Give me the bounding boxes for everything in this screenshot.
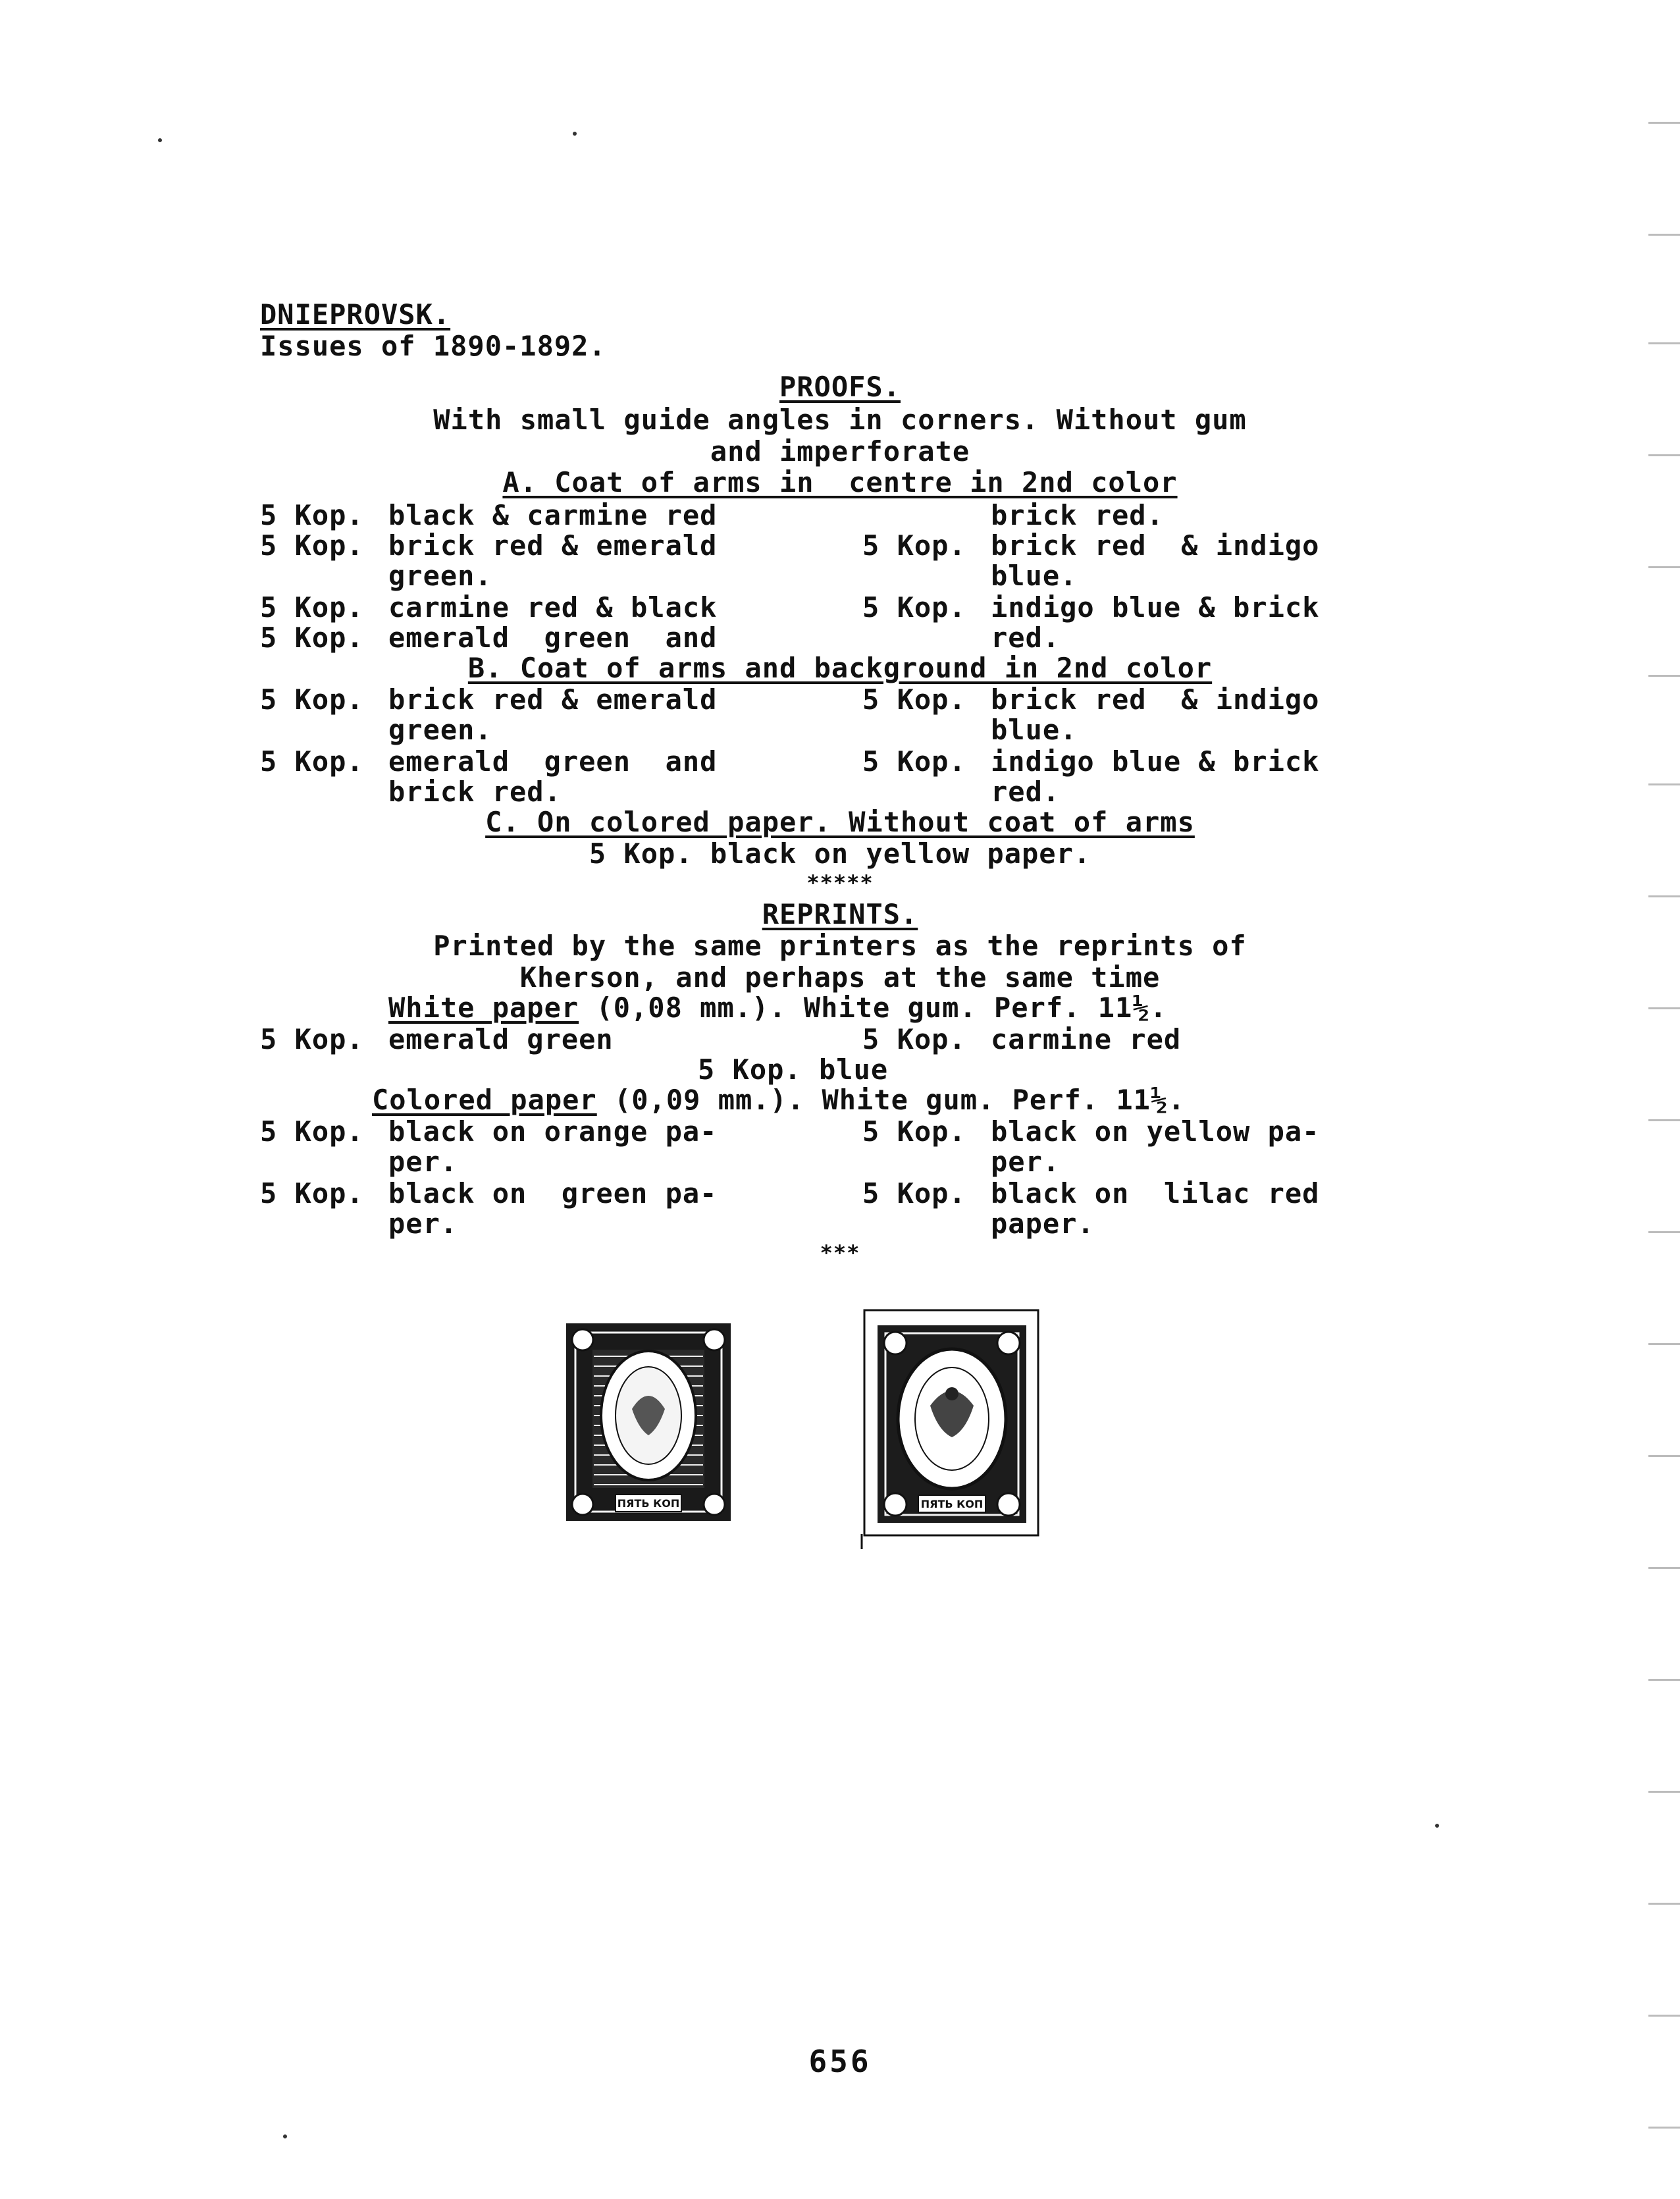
variety-text: emerald green and bbox=[388, 622, 718, 654]
kop-label: 5 Kop. bbox=[862, 529, 966, 562]
variety-text: black on lilac red bbox=[991, 1177, 1320, 1209]
reprints-intro-line2: Kherson, and perhaps at the same time bbox=[519, 961, 1161, 994]
white-paper-center: 5 Kop. blue bbox=[698, 1053, 889, 1086]
section-b-title: B. Coat of arms and background in 2nd color bbox=[467, 652, 1213, 684]
variety-text: brick red & emerald bbox=[388, 529, 718, 562]
section-a-title: A. Coat of arms in centre in 2nd color bbox=[502, 466, 1178, 498]
colored-paper-line bbox=[372, 1085, 1185, 1115]
colored-paper-details: (0,09 mm.). White gum. Perf. 11½. bbox=[596, 1084, 1186, 1116]
kop-label: 5 Kop. bbox=[862, 591, 966, 623]
kop-label: 5 Kop. bbox=[862, 1023, 966, 1055]
document-subtitle: Issues of 1890-1892. bbox=[260, 330, 606, 362]
variety-text: indigo blue & brick bbox=[991, 591, 1320, 623]
variety-text: brick red. bbox=[388, 776, 562, 808]
reprints-heading: REPRINTS. bbox=[762, 898, 918, 930]
scan-speck bbox=[1435, 1824, 1439, 1828]
reprints-intro-line1: Printed by the same printers as the reprints of bbox=[433, 930, 1247, 962]
kop-label: 5 Kop. bbox=[862, 1177, 966, 1209]
variety-text: black on orange pa- bbox=[388, 1115, 718, 1148]
variety-text: red. bbox=[991, 776, 1061, 808]
stamp-image-left bbox=[553, 1310, 744, 1534]
kop-label: 5 Kop. bbox=[260, 622, 364, 654]
variety-text: carmine red & black bbox=[388, 591, 718, 623]
document-title: DNIEPROVSK. bbox=[260, 298, 451, 331]
white-paper-details: (0,08 mm.). White gum. Perf. 11½. bbox=[579, 992, 1167, 1024]
stamp-image-right bbox=[859, 1307, 1043, 1550]
variety-text: carmine red bbox=[991, 1023, 1182, 1055]
variety-text: per. bbox=[388, 1207, 458, 1240]
variety-text: per. bbox=[388, 1146, 458, 1178]
variety-text: paper. bbox=[991, 1207, 1095, 1240]
variety-text: brick red & indigo bbox=[991, 529, 1320, 562]
variety-text: brick red & indigo bbox=[991, 683, 1320, 716]
kop-label: 5 Kop. bbox=[260, 1177, 364, 1209]
variety-text: per. bbox=[991, 1146, 1061, 1178]
scan-speck bbox=[158, 138, 162, 142]
variety-text: red. bbox=[991, 622, 1061, 654]
white-paper-line bbox=[388, 993, 1167, 1023]
variety-text: emerald green and bbox=[388, 745, 718, 778]
kop-label: 5 Kop. bbox=[260, 591, 364, 623]
section-c-title: C. On colored paper. Without coat of arms bbox=[485, 806, 1195, 838]
variety-text: indigo blue & brick bbox=[991, 745, 1320, 778]
colored-paper-label: Colored paper bbox=[372, 1084, 597, 1116]
variety-text: emerald green bbox=[388, 1023, 614, 1055]
scan-speck bbox=[283, 2134, 287, 2138]
kop-label: 5 Kop. bbox=[260, 1115, 364, 1148]
separator-stars: ***** bbox=[806, 870, 874, 895]
section-c-line: 5 Kop. black on yellow paper. bbox=[589, 837, 1091, 870]
variety-text: green. bbox=[388, 560, 492, 592]
stamp-denomination: ПЯТЬ КОП bbox=[920, 1498, 984, 1510]
proofs-intro-line1: With small guide angles in corners. Without gum bbox=[433, 404, 1247, 436]
variety-text: brick red. bbox=[991, 499, 1164, 531]
kop-label: 5 Kop. bbox=[260, 499, 364, 531]
variety-text: green. bbox=[388, 714, 492, 746]
scan-speck bbox=[573, 132, 577, 136]
variety-text: black & carmine red bbox=[388, 499, 718, 531]
kop-label: 5 Kop. bbox=[260, 683, 364, 716]
kop-label: 5 Kop. bbox=[260, 529, 364, 562]
variety-text: black on yellow pa- bbox=[991, 1115, 1320, 1148]
white-paper-label: White paper bbox=[388, 992, 579, 1024]
kop-label: 5 Kop. bbox=[260, 745, 364, 778]
stamp-denomination: ПЯТЬ КОП bbox=[617, 1497, 680, 1510]
variety-text: blue. bbox=[991, 714, 1078, 746]
proofs-heading: PROOFS. bbox=[779, 371, 901, 403]
kop-label: 5 Kop. bbox=[862, 683, 966, 716]
kop-label: 5 Kop. bbox=[862, 745, 966, 778]
variety-text: brick red & emerald bbox=[388, 683, 718, 716]
variety-text: black on green pa- bbox=[388, 1177, 718, 1209]
kop-label: 5 Kop. bbox=[862, 1115, 966, 1148]
separator-stars-reprints: *** bbox=[820, 1240, 860, 1265]
kop-label: 5 Kop. bbox=[260, 1023, 364, 1055]
proofs-intro-line2: and imperforate bbox=[710, 435, 970, 467]
page-number: 656 bbox=[808, 2044, 872, 2079]
variety-text: blue. bbox=[991, 560, 1078, 592]
